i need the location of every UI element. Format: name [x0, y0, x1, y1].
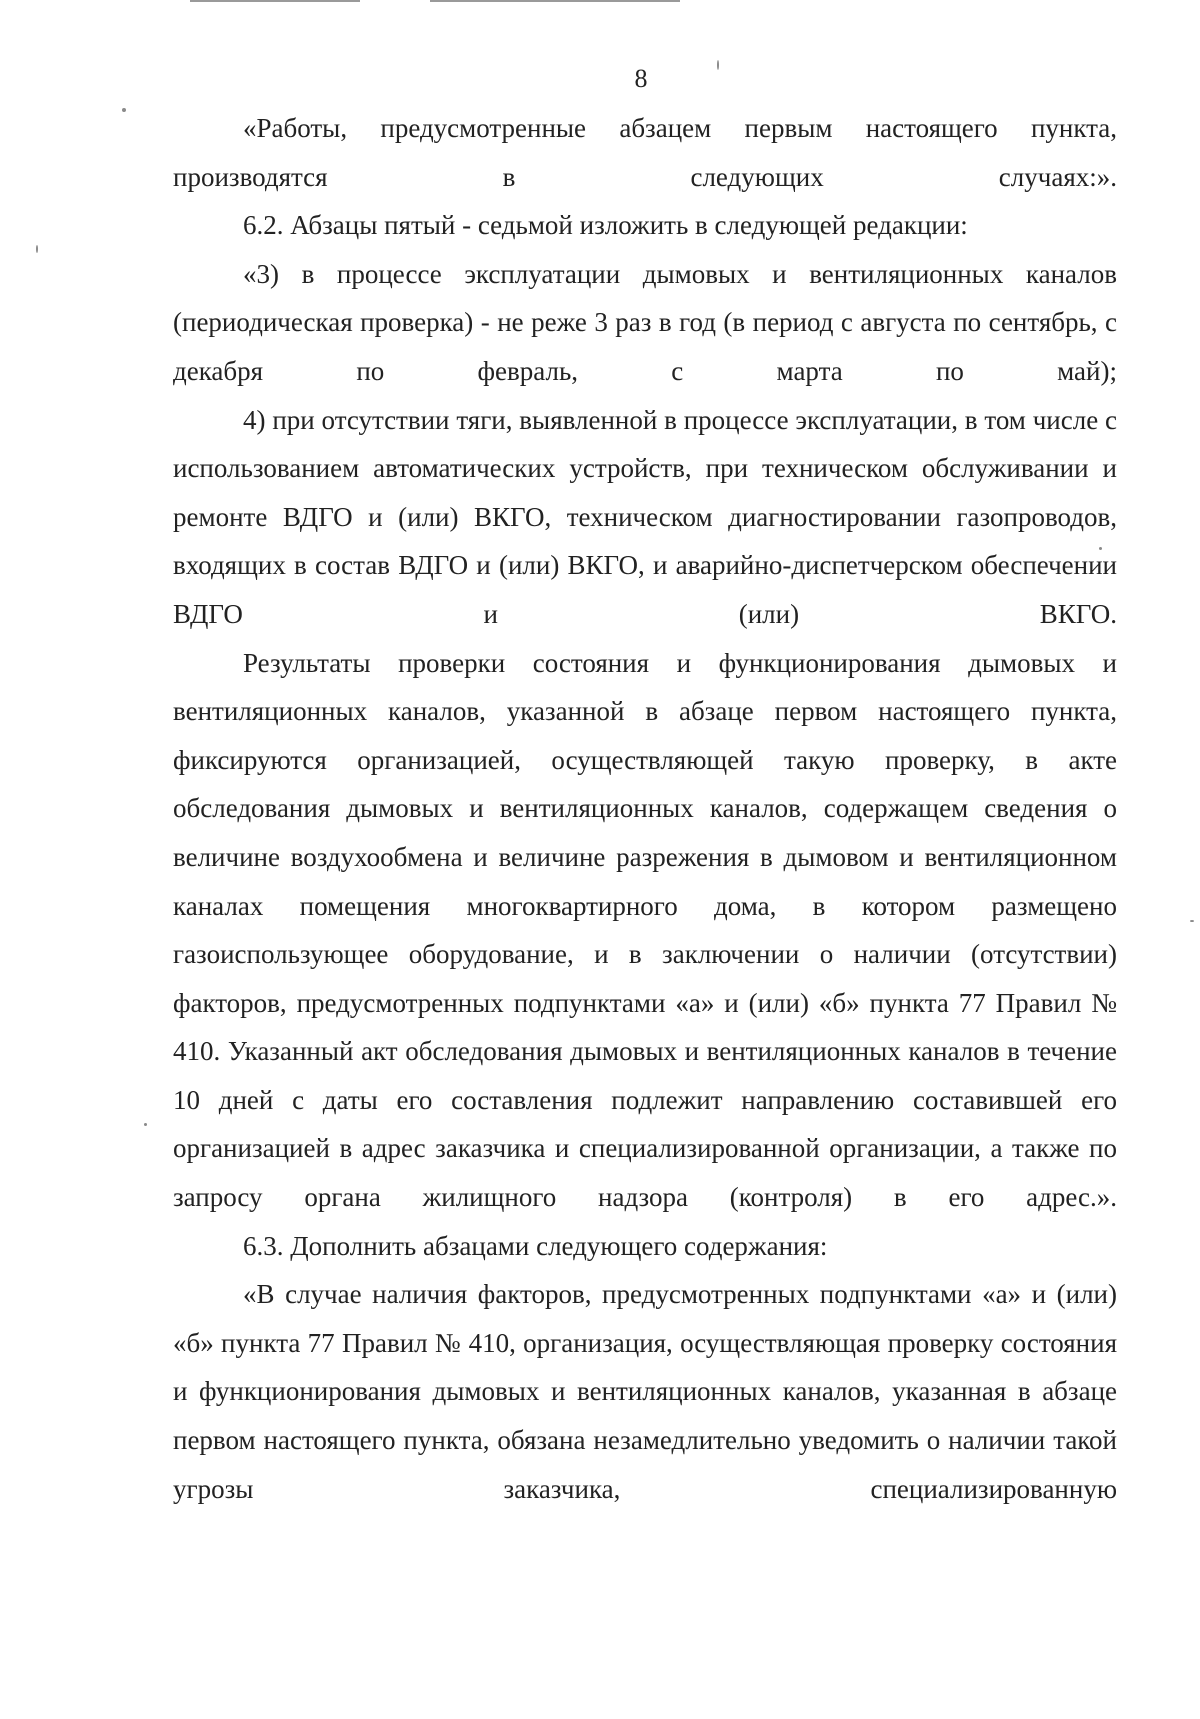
paragraph-works-cases: «Работы, предусмотренные абзацем первым настоящего пункта, производятся в следующих случаях:». [173, 113, 1117, 192]
scan-speck [144, 1123, 147, 1126]
scan-speck [122, 108, 126, 112]
page-number: 8 [634, 64, 648, 93]
scan-edge-mark [190, 0, 360, 2]
paragraph-6-2-heading: 6.2. Абзацы пятый - седьмой изложить в следующей редакции: [243, 210, 968, 241]
paragraph-inspection-results: Результаты проверки состояния и функционирования дымовых и вентиляционных каналов, указанной в абзаце первом настоящего пункта, фиксируются организацией, осуществляющей такую проверку, в акте обследования дымовых и вентиляционных каналов, содержащем сведения о величине воздухообмена и величине разрежения в дымовом и вентиляционном каналах помещения многоквартирного дома, в котором размещено газоиспользующее оборудование, и в заключении о наличии (отсутствии) факторов, предусмотренных подпунктами «а» и (или) «б» пункта 77 Правил № 410. Указанный акт обследования дымовых и вентиляционных каналов в течение 10 дней с даты его составления подлежит направлению составившей его организацией в адрес заказчика и специализированной организации, а также по запросу органа жилищного надзора (контроля) в его адрес.». [173, 647, 1117, 1213]
paragraph-6-3-heading: 6.3. Дополнить абзацами следующего содержания: [243, 1230, 828, 1261]
scan-speck [36, 245, 38, 253]
scan-edge-mark [430, 0, 680, 2]
paragraph-item-4: 4) при отсутствии тяги, выявленной в процессе эксплуатации, в том числе с использованием автоматических устройств, при техническом обслуживании и ремонте ВДГО и (или) ВКГО, техническом диагностировании газопроводов, входящих в состав ВДГО и (или) ВКГО, и аварийно-диспетчерском обеспечении ВДГО и (или) ВКГО. [173, 404, 1117, 629]
scan-speck [1190, 920, 1194, 922]
document-body [173, 104, 1117, 1513]
paragraph-item-3: «3) в процессе эксплуатации дымовых и вентиляционных каналов (периодическая проверка) - не реже 3 раз в год (в период с августа по сентябрь, с декабря по февраль, с марта по май); [173, 258, 1117, 386]
paragraph-factors-notice: «В случае наличия факторов, предусмотренных подпунктами «а» и (или) «б» пункта 77 Правил № 410, организация, осуществляющая проверку состояния и функционирования дымовых и вентиляционных каналов, указанная в абзаце первом настоящего пункта, обязана незамедлительно уведомить о наличии такой угрозы заказчика, специализированную [173, 1279, 1117, 1504]
